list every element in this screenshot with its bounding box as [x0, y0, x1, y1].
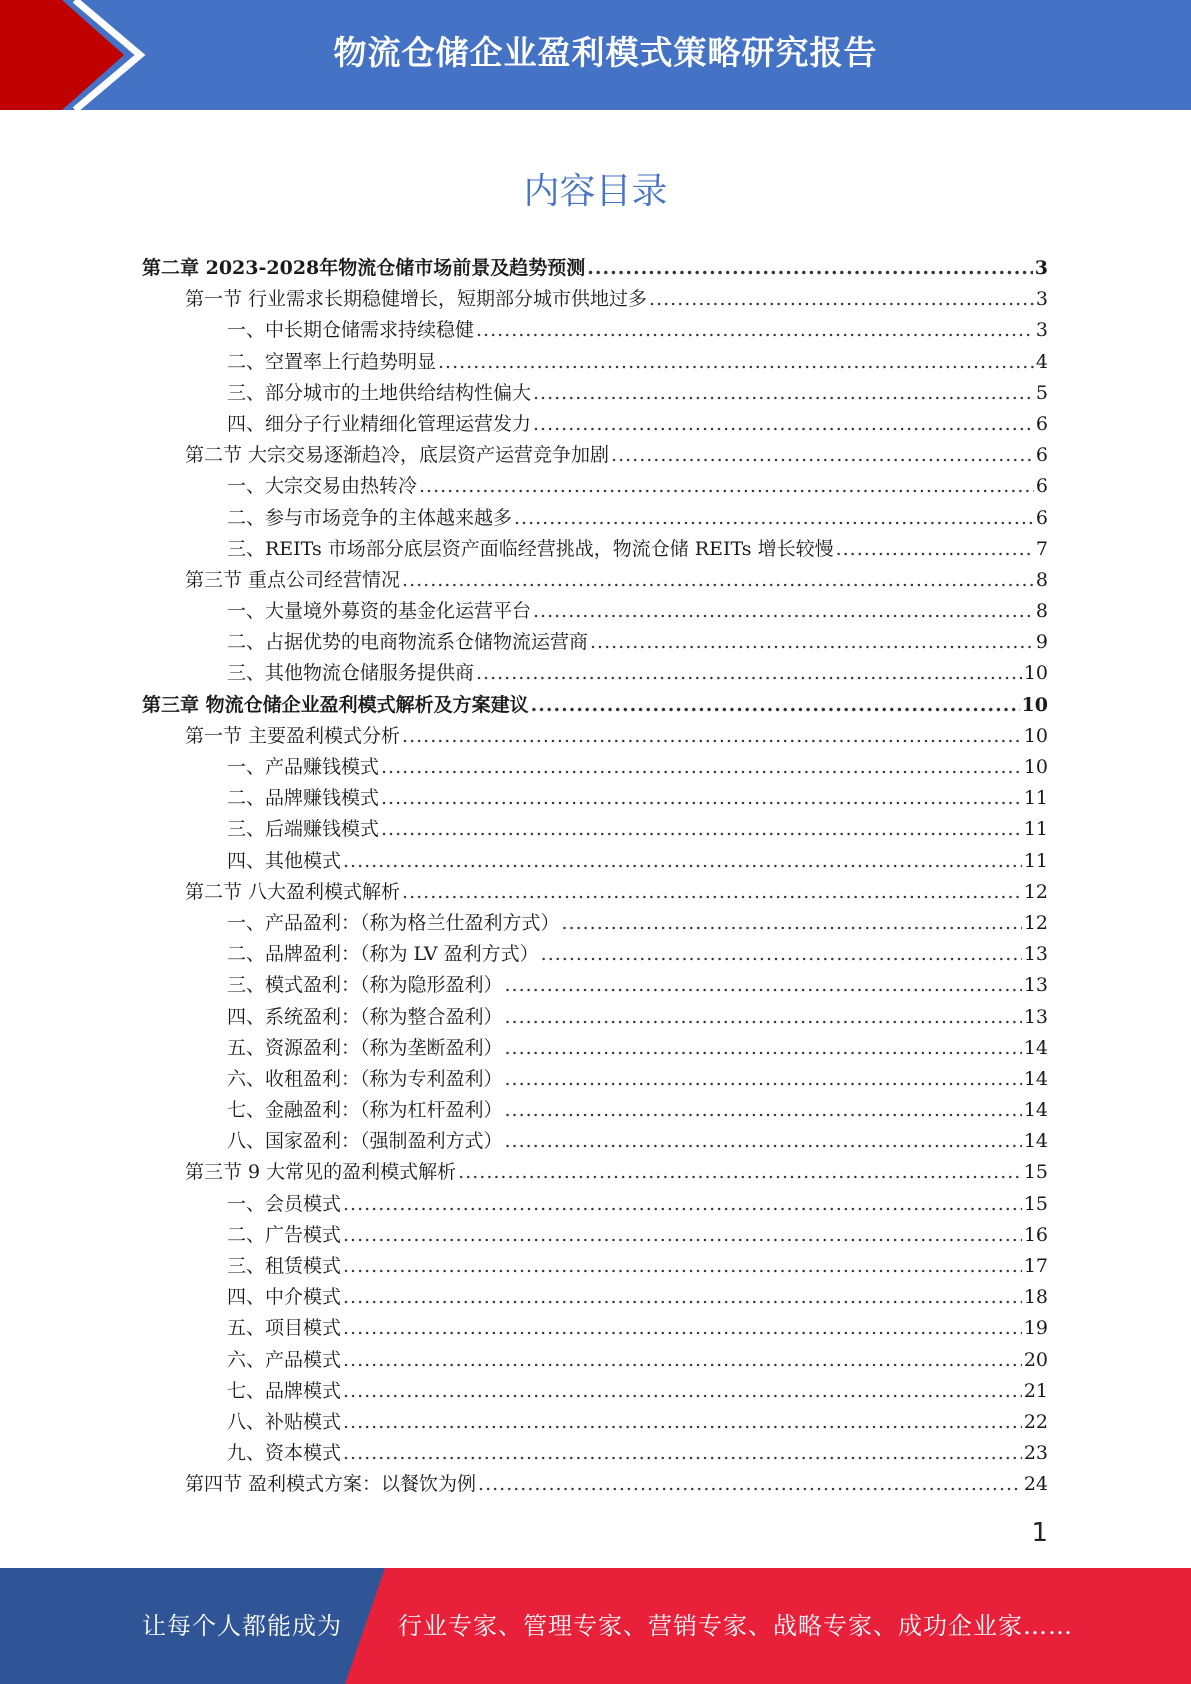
toc-entry[interactable] — [142, 565, 1048, 596]
toc-dot-leader — [343, 846, 1022, 877]
toc-entry-page: 9 — [1035, 631, 1048, 654]
footer-slogan-left: 让每个人都能成为 — [142, 1612, 342, 1640]
toc-entry-page: 14 — [1023, 1099, 1048, 1122]
toc-entry[interactable] — [142, 1376, 1048, 1407]
toc-entry[interactable] — [142, 1407, 1048, 1438]
toc-entry-page: 12 — [1023, 880, 1048, 903]
toc-dot-leader — [541, 939, 1022, 970]
toc-dot-leader — [505, 1126, 1022, 1157]
toc-entry-title: 八、补贴模式 — [227, 1410, 342, 1433]
toc-entry-page: 12 — [1023, 911, 1048, 934]
toc-entry-title: 七、金融盈利：（称为杠杆盈利） — [227, 1099, 503, 1122]
toc-entry[interactable] — [142, 1220, 1048, 1251]
toc-entry[interactable] — [142, 658, 1048, 689]
toc-entry-page: 10 — [1021, 693, 1048, 716]
toc-entry-title: 一、中长期仓储需求持续稳健 — [227, 319, 475, 342]
toc-entry-page: 21 — [1023, 1379, 1048, 1402]
toc-entry-title: 二、品牌赚钱模式 — [227, 787, 380, 810]
toc-entry-page: 20 — [1023, 1348, 1048, 1371]
toc-dot-leader — [587, 253, 1033, 284]
toc-dot-leader — [533, 409, 1034, 440]
toc-entry[interactable] — [142, 440, 1048, 471]
table-of-contents — [142, 253, 1048, 1501]
toc-dot-leader — [381, 783, 1022, 814]
toc-entry-title: 四、其他模式 — [227, 849, 342, 872]
toc-dot-leader — [836, 534, 1034, 565]
toc-dot-leader — [343, 1345, 1022, 1376]
toc-dot-leader — [381, 752, 1022, 783]
toc-entry-page: 6 — [1035, 444, 1048, 467]
toc-entry-title: 九、资本模式 — [227, 1442, 342, 1465]
toc-entry-page: 3 — [1035, 288, 1048, 311]
toc-entry-page: 13 — [1023, 1005, 1048, 1028]
toc-entry-title: 三、后端赚钱模式 — [227, 818, 380, 841]
toc-entry-title: 三、部分城市的土地供给结构性偏大 — [227, 381, 532, 404]
toc-entry-page: 14 — [1023, 1067, 1048, 1090]
toc-entry-title: 一、大量境外募资的基金化运营平台 — [227, 600, 532, 623]
report-title: 物流仓储企业盈利模式策略研究报告 — [333, 33, 878, 72]
toc-entry-title: 二、参与市场竞争的主体越来越多 — [227, 506, 513, 529]
toc-dot-leader — [458, 1157, 1022, 1188]
toc-dot-leader — [505, 1064, 1022, 1095]
toc-entry-title: 第三节 9 大常见的盈利模式解析 — [185, 1161, 457, 1184]
toc-entry-title: 八、国家盈利：（强制盈利方式） — [227, 1130, 503, 1153]
toc-entry[interactable] — [142, 846, 1048, 877]
toc-dot-leader — [343, 1282, 1022, 1313]
toc-entry[interactable] — [142, 1095, 1048, 1126]
toc-entry-title: 二、空置率上行趋势明显 — [227, 350, 437, 373]
toc-dot-leader — [505, 1002, 1022, 1033]
toc-dot-leader — [402, 721, 1022, 752]
toc-dot-leader — [505, 1095, 1022, 1126]
page-header — [0, 0, 1191, 110]
toc-entry[interactable] — [142, 1002, 1048, 1033]
toc-entry-title: 二、占据优势的电商物流系仓储物流运营商 — [227, 631, 589, 654]
toc-dot-leader — [531, 690, 1020, 721]
toc-dot-leader — [649, 284, 1034, 315]
toc-dot-leader — [343, 1220, 1022, 1251]
toc-dot-leader — [343, 1376, 1022, 1407]
toc-entry-title: 一、会员模式 — [227, 1192, 342, 1215]
toc-dot-leader — [343, 1407, 1022, 1438]
toc-dot-leader — [343, 1313, 1022, 1344]
toc-entry[interactable] — [142, 1345, 1048, 1376]
toc-entry[interactable] — [142, 1282, 1048, 1313]
toc-entry-title: 第二节 八大盈利模式解析 — [185, 880, 401, 903]
toc-entry-page: 6 — [1035, 412, 1048, 435]
toc-entry-title: 一、产品赚钱模式 — [227, 756, 380, 778]
toc-entry-title: 第三章 物流仓储企业盈利模式解析及方案建议 — [142, 693, 529, 716]
toc-entry[interactable] — [142, 284, 1048, 315]
toc-entry-title: 七、品牌模式 — [227, 1379, 342, 1402]
footer-slogan-right: 行业专家、管理专家、营销专家、战略专家、成功企业家…… — [398, 1612, 1073, 1640]
toc-heading: 内容目录 — [523, 171, 668, 212]
toc-entry-title: 五、项目模式 — [227, 1317, 342, 1340]
toc-dot-leader — [476, 315, 1034, 346]
toc-entry-page: 3 — [1035, 319, 1048, 342]
toc-dot-leader — [402, 877, 1022, 908]
toc-entry-title: 六、产品模式 — [227, 1348, 342, 1371]
toc-entry-page: 4 — [1035, 350, 1048, 373]
toc-entry[interactable] — [142, 1157, 1048, 1188]
toc-entry-page: 17 — [1023, 1255, 1048, 1277]
toc-entry-page: 11 — [1023, 787, 1048, 810]
toc-dot-leader — [343, 1438, 1022, 1469]
toc-entry[interactable] — [142, 783, 1048, 814]
toc-entry-page: 19 — [1023, 1317, 1048, 1340]
page-number: 1 — [1031, 1518, 1048, 1548]
toc-entry-title: 三、其他物流仓储服务提供商 — [227, 662, 475, 685]
toc-entry-page: 8 — [1035, 600, 1048, 623]
toc-entry-page: 14 — [1023, 1036, 1048, 1059]
toc-entry-page: 15 — [1023, 1161, 1048, 1184]
toc-dot-leader — [343, 1189, 1022, 1220]
toc-entry[interactable] — [142, 1313, 1048, 1344]
toc-dot-leader — [533, 596, 1034, 627]
toc-dot-leader — [514, 503, 1034, 534]
toc-entry-page: 23 — [1023, 1442, 1048, 1465]
toc-dot-leader — [505, 970, 1022, 1001]
toc-dot-leader — [402, 565, 1034, 596]
toc-entry-title: 第四节 盈利模式方案：以餐饮为例 — [185, 1473, 477, 1496]
toc-entry-title: 第一节 主要盈利模式分析 — [185, 724, 401, 747]
toc-entry-title: 二、广告模式 — [227, 1223, 342, 1246]
toc-entry-title: 第二节 大宗交易逐渐趋冷，底层资产运营竞争加剧 — [185, 444, 610, 467]
toc-entry-title: 一、大宗交易由热转冷 — [227, 475, 418, 498]
toc-entry-title: 第一节 行业需求长期稳健增长，短期部分城市供地过多 — [185, 288, 648, 311]
toc-entry[interactable] — [142, 877, 1048, 908]
toc-entry[interactable] — [142, 721, 1048, 752]
toc-dot-leader — [476, 658, 1022, 689]
toc-entry[interactable] — [142, 503, 1048, 534]
toc-entry[interactable] — [142, 908, 1048, 939]
toc-entry-title: 四、中介模式 — [227, 1286, 342, 1309]
toc-entry-title: 六、收租盈利：（称为专利盈利） — [227, 1067, 503, 1090]
toc-entry-page: 8 — [1035, 568, 1048, 591]
toc-entry-title: 五、资源盈利：（称为垄断盈利） — [227, 1036, 503, 1059]
toc-entry-page: 10 — [1023, 662, 1048, 685]
toc-entry[interactable] — [142, 1438, 1048, 1469]
toc-entry-page: 3 — [1034, 257, 1048, 279]
toc-entry[interactable] — [142, 1469, 1048, 1500]
toc-entry[interactable] — [142, 1251, 1048, 1282]
toc-entry[interactable] — [142, 315, 1048, 346]
toc-entry-page: 24 — [1023, 1473, 1048, 1496]
toc-entry-title: 三、REITs 市场部分底层资产面临经营挑战，物流仓储 REITs 增长较慢 — [227, 537, 834, 560]
toc-entry[interactable] — [142, 378, 1048, 409]
toc-dot-leader — [438, 347, 1034, 378]
toc-entry-title: 二、品牌盈利：（称为 LV 盈利方式） — [227, 943, 539, 966]
toc-entry-page: 18 — [1023, 1286, 1048, 1309]
toc-entry[interactable] — [142, 1033, 1048, 1064]
toc-entry[interactable] — [142, 1189, 1048, 1220]
toc-entry-page: 16 — [1023, 1223, 1048, 1246]
toc-entry[interactable] — [142, 596, 1048, 627]
toc-dot-leader — [562, 908, 1022, 939]
toc-entry-title: 四、细分子行业精细化管理运营发力 — [227, 412, 532, 435]
toc-entry-title: 三、模式盈利：（称为隐形盈利） — [227, 974, 503, 997]
toc-entry-title: 一、产品盈利：（称为格兰仕盈利方式） — [227, 911, 560, 934]
toc-entry-title: 第二章 2023-2028年物流仓储市场前景及趋势预测 — [142, 257, 586, 279]
toc-entry-page: 14 — [1023, 1130, 1048, 1153]
toc-entry-page: 13 — [1023, 943, 1048, 966]
toc-entry[interactable] — [142, 471, 1048, 502]
toc-entry[interactable] — [142, 347, 1048, 378]
toc-entry-title: 第三节 重点公司经营情况 — [185, 568, 401, 591]
toc-entry-page: 10 — [1023, 724, 1048, 747]
toc-entry-page: 15 — [1023, 1192, 1048, 1215]
toc-dot-leader — [505, 1033, 1022, 1064]
toc-dot-leader — [590, 627, 1034, 658]
toc-entry[interactable] — [142, 752, 1048, 783]
toc-dot-leader — [533, 378, 1034, 409]
toc-entry[interactable] — [142, 970, 1048, 1001]
toc-entry[interactable] — [142, 1126, 1048, 1157]
toc-entry-page: 7 — [1035, 537, 1048, 560]
toc-entry-title: 三、租赁模式 — [227, 1255, 342, 1277]
toc-entry-page: 11 — [1023, 818, 1048, 841]
toc-entry-page: 6 — [1035, 506, 1048, 529]
toc-dot-leader — [611, 440, 1034, 471]
toc-entry-page: 10 — [1023, 756, 1048, 778]
toc-entry[interactable] — [142, 253, 1048, 284]
toc-entry[interactable] — [142, 690, 1048, 721]
toc-dot-leader — [478, 1469, 1022, 1500]
toc-dot-leader — [343, 1251, 1022, 1282]
toc-entry-page: 11 — [1023, 849, 1048, 872]
toc-entry[interactable] — [142, 409, 1048, 440]
page-footer — [0, 1568, 1191, 1684]
toc-entry[interactable] — [142, 939, 1048, 970]
toc-entry[interactable] — [142, 814, 1048, 845]
toc-entry-page: 5 — [1035, 381, 1048, 404]
toc-entry-page: 6 — [1035, 475, 1048, 498]
toc-entry[interactable] — [142, 534, 1048, 565]
toc-entry[interactable] — [142, 1064, 1048, 1095]
toc-entry-title: 四、系统盈利：（称为整合盈利） — [227, 1005, 503, 1028]
toc-dot-leader — [419, 471, 1034, 502]
toc-entry-page: 13 — [1023, 974, 1048, 997]
toc-entry-page: 22 — [1023, 1410, 1048, 1433]
toc-entry[interactable] — [142, 627, 1048, 658]
toc-dot-leader — [381, 814, 1022, 845]
